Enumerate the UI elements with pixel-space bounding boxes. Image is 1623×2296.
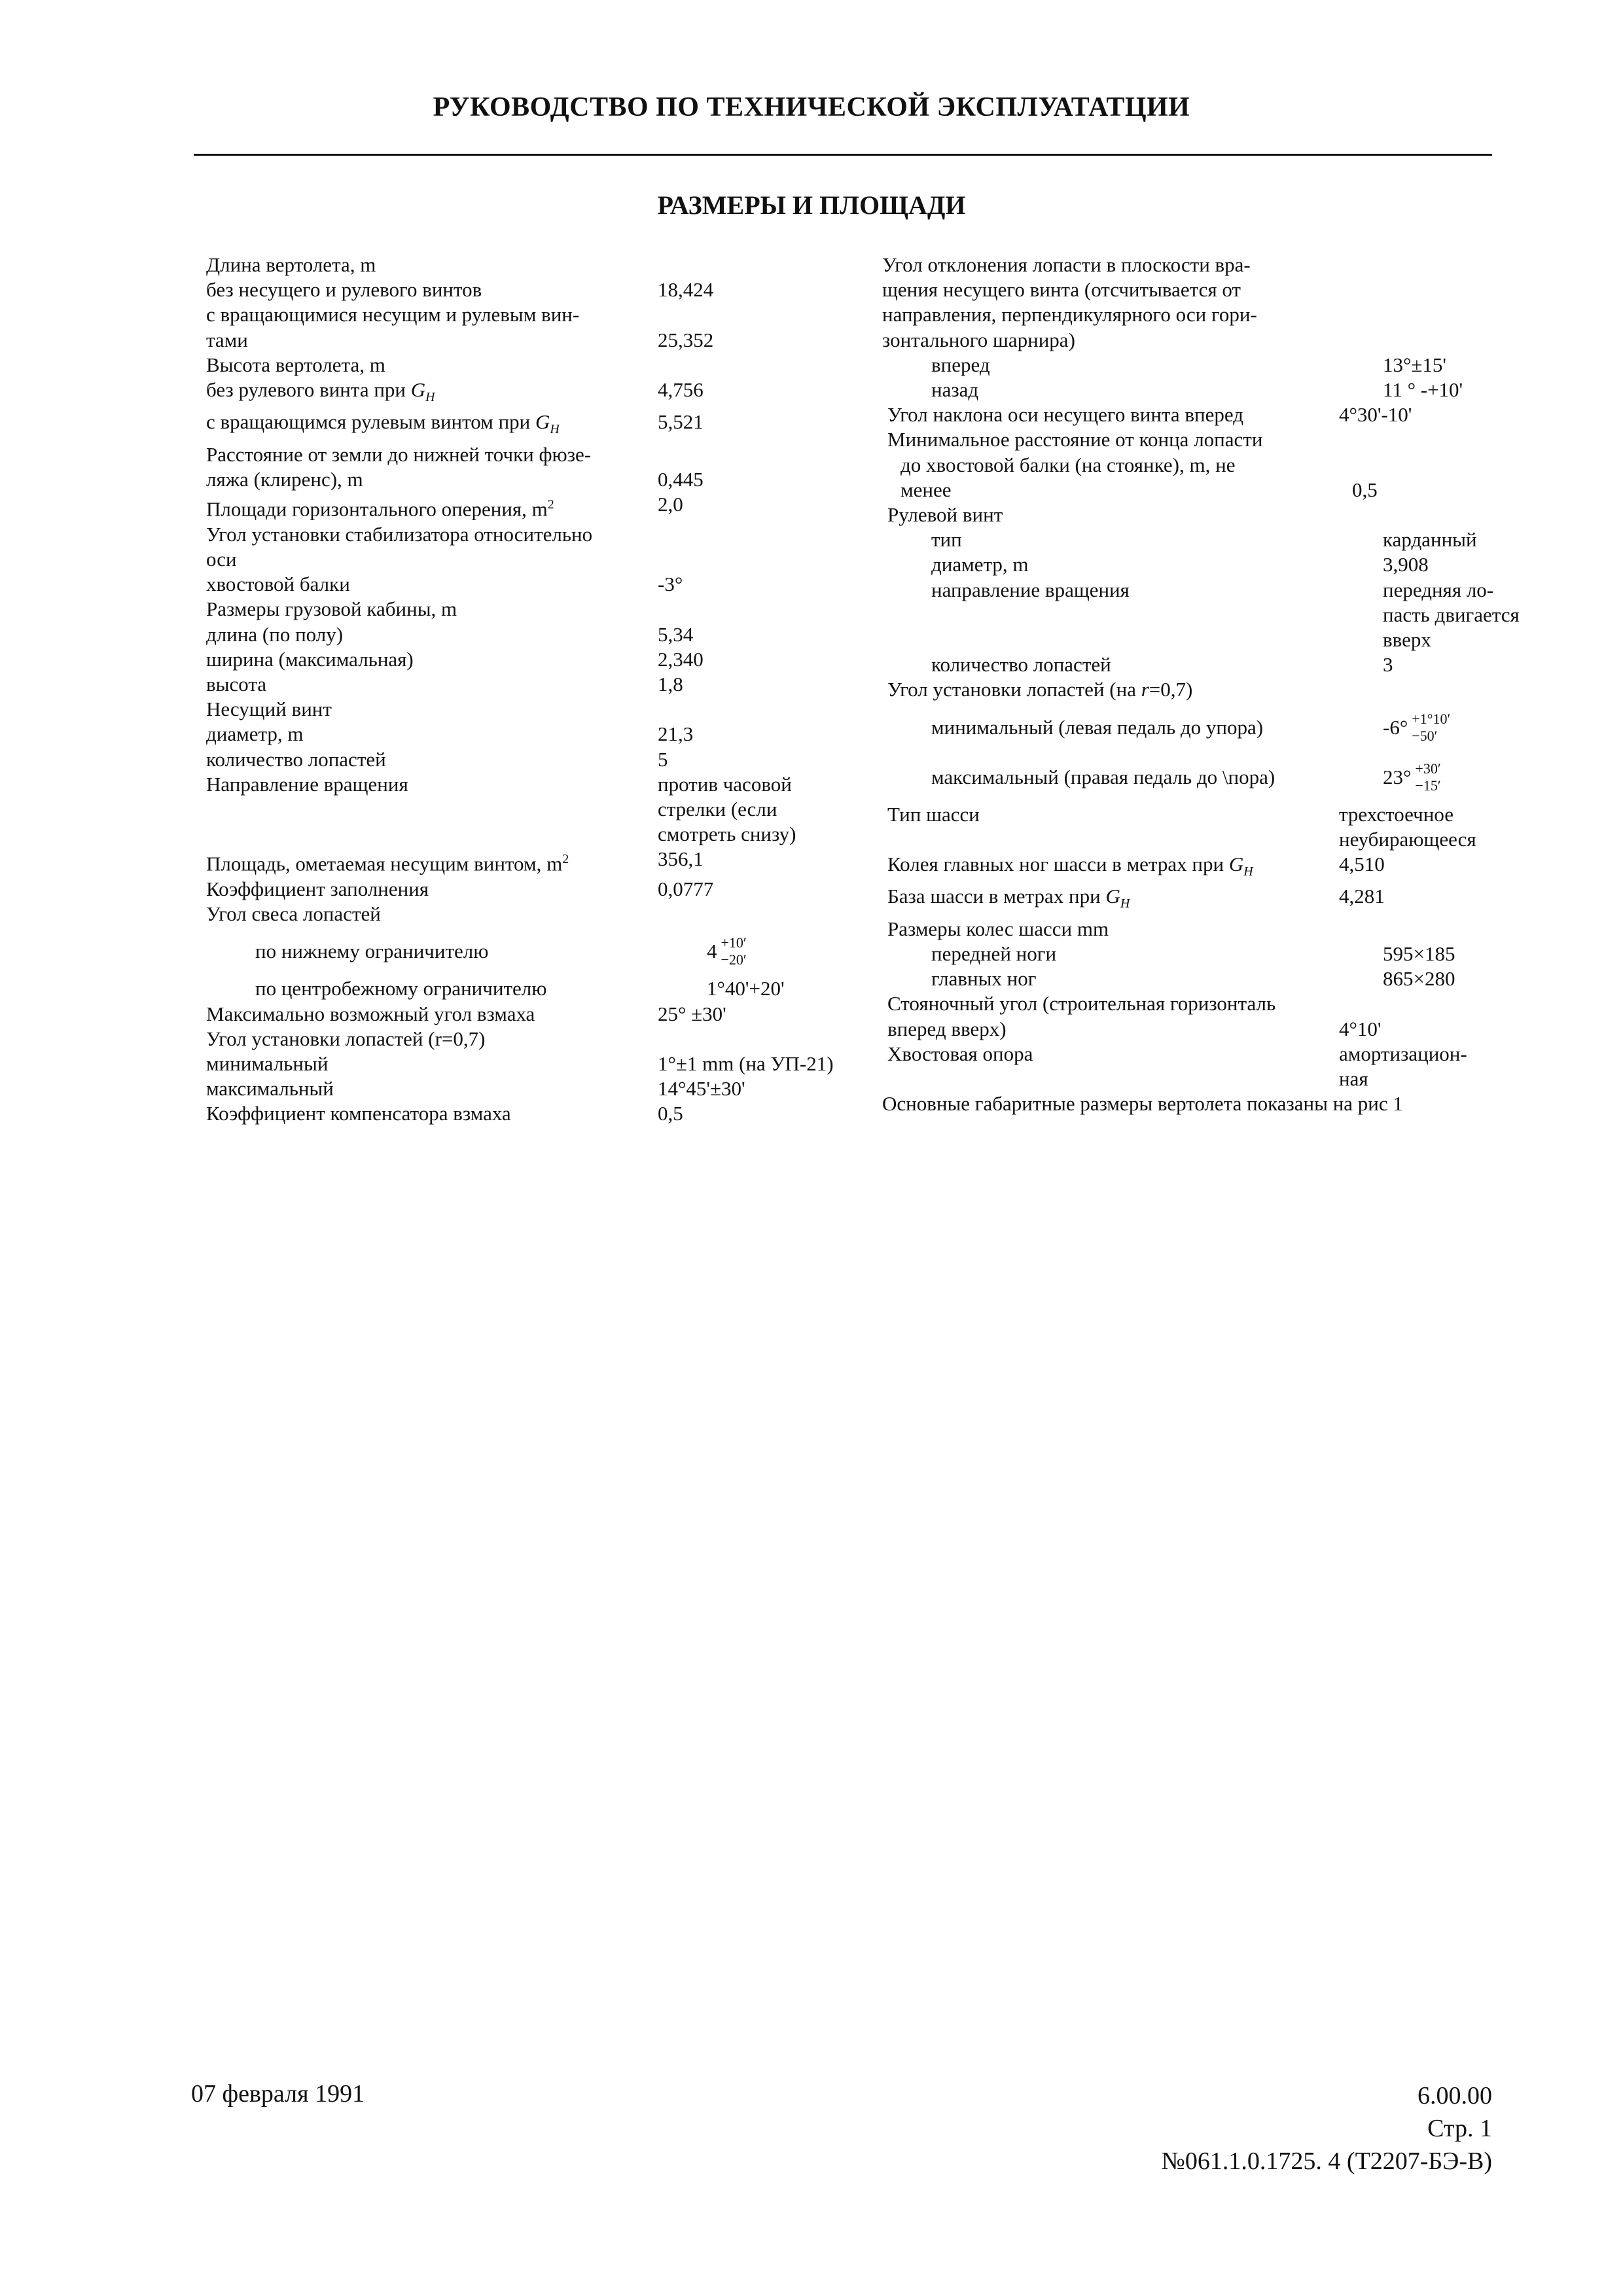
section-title: РАЗМЕРЫ И ПЛОЩАДИ [657,190,966,220]
spec-label [882,328,1334,353]
spec-label [206,1051,658,1076]
spec-label [206,353,658,378]
spec-row [206,547,861,572]
spec-label [206,572,658,597]
spec-row [206,492,861,522]
spec-row [882,966,1484,991]
spec-label-text: вперед вверх) [887,1017,1007,1040]
footer-info [1162,2079,1492,2178]
spec-value: 4,281 [1339,885,1385,908]
spec-row [882,302,1484,327]
spec-label [882,966,1383,991]
spec-label-symbol: G [535,410,550,434]
spec-row [882,552,1484,577]
spec-label-text: количество лопастей [931,653,1111,677]
spec-row [206,877,861,902]
spec-row [882,527,1484,552]
spec-row [882,752,1484,802]
spec-label [206,697,658,722]
spec-label [206,722,658,747]
spec-value: 5,521 [658,410,704,434]
spec-row [206,467,861,492]
spec-value: 0,5 [1352,478,1378,501]
spec-label [206,442,658,467]
spec-label-text: оси [206,547,237,571]
spec-value: 25,352 [658,328,714,351]
spec-row [206,622,861,647]
tolerance-stack [1412,711,1450,745]
spec-label-text: высота [206,672,267,696]
spec-value: передняя ло-пасть двигается вверх [1383,578,1520,652]
right-spec-column [882,253,1520,1116]
spec-label-text: Расстояние от земли до нижней точки фюзе- [206,442,592,466]
spec-label-text: Угол наклона оси несущего винта вперед [887,403,1243,427]
spec-value: 3,908 [1383,553,1429,576]
spec-row [206,1002,861,1027]
spec-row [206,522,861,547]
spec-value: 18,424 [658,278,714,302]
spec-label-text: Тип шасси [887,802,980,826]
tolerance-value [1383,711,1450,745]
spec-row [206,747,861,772]
spec-row [882,503,1484,527]
spec-label-text: Высота вертолета, m [206,353,385,376]
spec-row [882,802,1484,852]
spec-value: 2,340 [658,647,704,671]
spec-label [882,478,1352,503]
spec-label-text: Рулевой винт [887,503,1003,527]
spec-label [206,747,658,772]
spec-label [882,802,1339,827]
spec-label [206,547,658,572]
spec-row [882,1091,1484,1116]
spec-label [882,402,1339,427]
spec-label-symbol: G [1105,885,1120,908]
spec-label-text: направление вращения [931,578,1130,601]
spec-row [206,772,861,847]
spec-value: 4°10' [1339,1017,1382,1040]
spec-row [882,578,1520,653]
spec-label-text: до хвостовой балки (на стоянке), m, не [901,453,1236,476]
tolerance-plus: +10′ [721,934,747,951]
spec-row [206,1051,861,1076]
spec-row [882,277,1484,302]
spec-value: против часовой стрелки (если смотреть снизу) [658,772,796,846]
spec-label [206,976,707,1001]
spec-value: 1°40'+20' [707,977,785,1000]
spec-label-text: Хвостовая опора [887,1042,1033,1065]
spec-label-text: главных ног [931,967,1037,991]
spec-label-text: Размеры грузовой кабины, m [206,597,457,621]
spec-label [206,902,658,927]
spec-label-text: диаметр, m [931,553,1029,576]
spec-row [206,647,861,672]
spec-label-text: Направление вращения [206,772,408,796]
spec-label-text: Угол установки стабилизатора относительно [206,522,593,546]
spec-row [882,253,1484,277]
spec-value: 356,1 [658,847,704,871]
spec-label-text: менее [901,478,952,501]
spec-label [882,503,1339,527]
spec-label-text: Колея главных ног шасси в метрах при [887,853,1224,876]
spec-label-text: Площадь, ометаемая несущим винтом, m [206,852,563,875]
left-spec-column [206,253,861,1127]
tolerance-plus: +1°10′ [1412,710,1451,727]
spec-value: 1°±1 mm (на УП-21) [658,1051,834,1075]
spec-row [882,852,1484,884]
spec-row [882,353,1484,378]
header-rule [194,154,1492,156]
spec-label-text: Размеры колес шасси mm [887,917,1109,940]
spec-label [206,772,658,797]
spec-label-superscript: 2 [562,852,569,867]
footer-page: Стр. 1 [1427,2115,1492,2142]
spec-label [882,942,1383,966]
spec-value: 4,756 [658,378,704,402]
spec-row [882,427,1484,452]
footer-date: 07 февраля 1991 [191,2080,365,2108]
spec-label [206,1101,658,1126]
spec-label [882,652,1383,677]
spec-label [206,522,658,547]
spec-row [882,478,1484,503]
spec-row [882,453,1484,478]
spec-row [206,847,861,877]
spec-label-subscript: H [1120,896,1130,911]
spec-label-symbol: r [1141,678,1149,701]
spec-label-text: Стояночный угол (строительная горизонталь [887,992,1276,1016]
spec-label-text: База шасси в метрах при [887,885,1101,908]
spec-label [206,410,658,442]
spec-value: 4°30'-10' [1339,403,1412,427]
spec-row [882,917,1484,942]
spec-value: 595×185 [1383,942,1455,966]
footer-doc-number: №061.1.0.1725. 4 (Т2207-БЭ-В) [1161,2147,1492,2175]
spec-label-text: щения несущего винта (отсчитывается от [882,278,1241,302]
spec-label [206,672,658,697]
tolerance-value [1383,760,1441,794]
spec-label-superscript: 2 [547,497,554,512]
spec-label-text: направления, перпендикулярного оси гори- [882,303,1257,327]
spec-row [882,1042,1484,1091]
spec-row [206,722,861,747]
spec-value: амортизацион-ная [1339,1042,1467,1091]
spec-row [882,402,1484,427]
spec-row [206,302,861,327]
spec-label [882,917,1339,942]
spec-label [882,527,1383,552]
spec-label-text: тами [206,328,248,351]
spec-label-text: с вращающимися несущим и рулевым вин- [206,303,580,327]
spec-label-text: Длина вертолета, m [206,253,376,276]
spec-label [206,378,658,410]
spec-label-text: без рулевого винта при [206,378,406,402]
spec-label-text: ширина (максимальная) [206,647,414,671]
spec-label-text: вперед [931,353,990,376]
spec-row [882,1017,1484,1042]
spec-label-text: зонтального шарнира) [882,328,1075,351]
spec-label [882,427,1339,452]
spec-label [882,677,1339,702]
spec-value: 4,510 [1339,853,1385,876]
spec-label [206,597,658,622]
spec-label-text: Основные габаритные размеры вертолета показаны на рис 1 [882,1092,1403,1116]
spec-value: карданный [1383,528,1477,552]
spec-row [882,378,1484,402]
spec-value: трехстоечное неубирающееся [1339,802,1476,851]
spec-label [882,752,1383,802]
spec-label-subscript: H [425,390,435,405]
spec-label [206,1076,658,1101]
spec-label-subscript: H [550,422,560,437]
spec-row [206,277,861,302]
spec-value: 13°±15' [1383,353,1446,376]
spec-label-text: Угол отклонения лопасти в плоскости вра- [882,253,1251,276]
tolerance-base: 23° [1383,765,1412,788]
spec-row [206,902,861,927]
spec-label [206,492,658,522]
spec-row [206,672,861,697]
spec-label-text: длина (по полу) [206,622,344,646]
spec-row [882,677,1484,702]
spec-label-after: =0,7) [1149,678,1193,701]
spec-row [882,652,1484,677]
spec-row [206,927,861,976]
spec-label [206,1027,658,1051]
spec-label [206,328,658,353]
spec-label [882,353,1383,378]
tolerance-minus: −15′ [1415,777,1441,794]
spec-label-text: Угол свеса лопастей [206,902,381,926]
spec-row [206,378,861,410]
spec-label [882,302,1334,327]
spec-row [882,991,1484,1016]
spec-label-text: Коэффициент компенсатора взмаха [206,1102,511,1125]
spec-value [707,927,903,976]
spec-label-text: с вращающимся рулевым винтом при [206,410,531,434]
spec-row [882,942,1484,966]
spec-label-text: тип [931,528,962,552]
spec-value: 5 [658,747,668,771]
spec-label-text: Площади горизонтального оперения, m [206,497,548,521]
spec-label [206,647,658,672]
spec-label-symbol: G [410,378,426,402]
spec-label [882,552,1383,577]
spec-row [206,1076,861,1101]
tolerance-stack [1415,760,1440,794]
spec-value: -3° [658,573,683,596]
spec-label-text: ляжа (клиренс), m [206,468,363,491]
spec-row [206,697,861,722]
tolerance-value [707,934,747,968]
spec-label-text: Несущий винт [206,698,332,721]
spec-label-text: Минимальное расстояние от конца лопасти [887,428,1263,451]
spec-label-text: Максимально возможный угол взмаха [206,1002,535,1025]
spec-label [882,703,1383,752]
spec-row [206,442,861,467]
spec-label [206,277,658,302]
tolerance-minus: −50′ [1412,727,1438,744]
spec-label-text: назад [931,378,979,402]
spec-label [882,1042,1339,1067]
spec-label [882,1017,1339,1042]
spec-label [206,302,658,327]
spec-label-text: без несущего и рулевого винтов [206,278,482,302]
spec-label [206,467,658,492]
spec-label-text: минимальный (левая педаль до упора) [931,715,1264,739]
tolerance-stack [721,934,747,968]
spec-label [882,277,1334,302]
tolerance-base: -6° [1383,715,1408,739]
footer-section: 6.00.00 [1418,2082,1492,2110]
spec-label [882,378,1383,402]
spec-row [882,884,1484,916]
spec-label-text: по нижнему ограничителю [255,940,489,963]
tolerance-plus: +30′ [1415,760,1441,777]
spec-label-subscript: H [1243,864,1253,879]
spec-row [206,253,861,277]
spec-value: 25° ±30' [658,1002,726,1025]
spec-row [206,353,861,378]
spec-value: 2,0 [658,493,683,516]
spec-row [882,328,1484,353]
spec-label [882,1091,1403,1116]
spec-label [882,991,1339,1016]
spec-value: 5,34 [658,622,694,646]
spec-label [882,253,1334,277]
spec-label-text: минимальный [206,1051,329,1075]
spec-label [206,622,658,647]
spec-value: 14°45'±30' [658,1077,745,1101]
spec-value: 0,445 [658,468,704,491]
spec-label-text: диаметр, m [206,722,304,746]
spec-value: 1,8 [658,672,683,696]
spec-row [206,976,861,1001]
spec-label-text: передней ноги [931,942,1057,966]
spec-label [882,578,1383,603]
spec-label-text: Угол установки лопастей (r=0,7) [206,1027,486,1050]
spec-row [206,1101,861,1126]
spec-row [882,703,1484,752]
tolerance-minus: −20′ [721,951,747,968]
spec-label [206,1002,658,1027]
spec-value: 11 ° -+10' [1383,378,1463,402]
spec-label [206,253,658,277]
spec-label-text: хвостовой балки [206,573,350,596]
spec-label [206,877,658,902]
spec-label-text: Угол установки лопастей (на [887,678,1136,701]
spec-label [882,852,1339,884]
spec-label [206,927,707,976]
spec-value [1383,703,1540,752]
spec-row [206,597,861,622]
spec-value: 3 [1383,653,1393,677]
spec-label [206,847,658,877]
spec-value [1383,752,1540,802]
spec-label-symbol: G [1228,853,1244,876]
spec-label [882,884,1339,916]
document-header-title: РУКОВОДСТВО ПО ТЕХНИЧЕСКОЙ ЭКСПЛУАТАТЦИИ [433,92,1190,122]
spec-row [206,328,861,353]
spec-value: 0,0777 [658,877,714,900]
tolerance-base: 4 [707,940,717,963]
spec-value: 0,5 [658,1102,683,1125]
spec-label-text: количество лопастей [206,747,386,771]
spec-label [882,453,1352,478]
spec-row [206,572,861,597]
spec-label-text: Коэффициент заполнения [206,877,429,900]
spec-label-text: максимальный [206,1077,334,1101]
spec-value: 865×280 [1383,967,1455,991]
spec-label-text: по центробежному ограничителю [255,977,547,1000]
spec-value: 21,3 [658,722,694,746]
spec-label-text: максимальный (правая педаль до \пора) [931,765,1275,788]
spec-row [206,410,861,442]
spec-row [206,1027,861,1051]
